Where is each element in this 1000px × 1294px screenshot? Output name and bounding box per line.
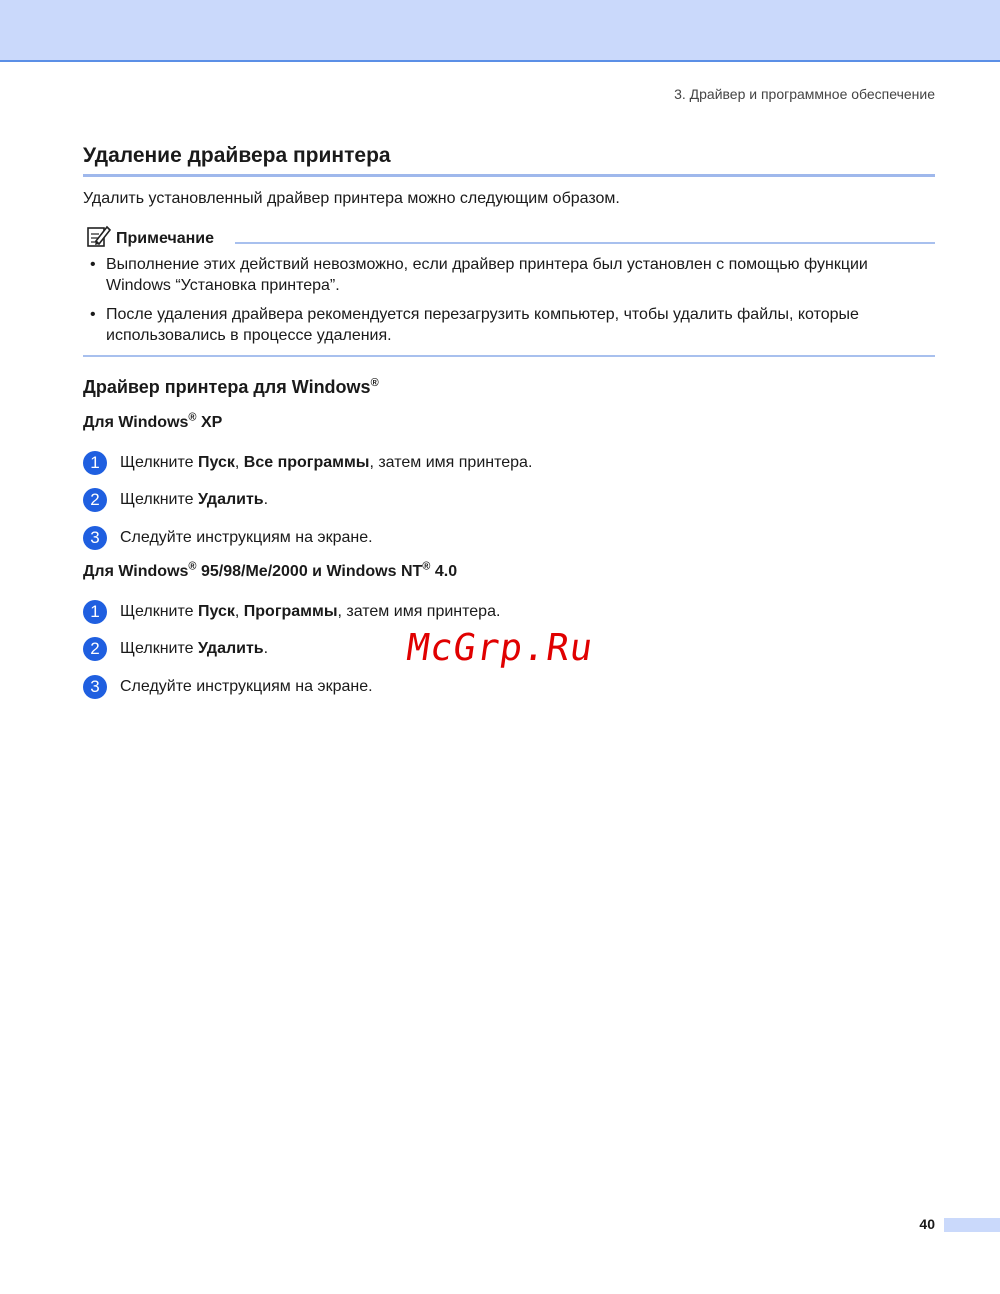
page-number: 40 — [919, 1216, 935, 1232]
step-number-badge: 3 — [83, 675, 107, 699]
note-item: • Выполнение этих действий невозможно, если драйвер принтера был установлен с помощью функции Windows “Установка принтера”. — [90, 254, 920, 296]
step-number-badge: 2 — [83, 637, 107, 661]
title-rule — [83, 174, 935, 177]
note-list — [90, 254, 920, 354]
windows-driver-heading: Драйвер принтера для Windows® — [83, 377, 379, 397]
step-number-badge: 1 — [83, 600, 107, 624]
note-item: • После удаления драйвера рекомендуется перезагрузить компьютер, чтобы удалить файлы, которые использовались в процессе удаления. — [90, 304, 920, 346]
note-rule — [235, 242, 935, 244]
step-number-badge: 1 — [83, 451, 107, 475]
page-tab — [944, 1218, 1000, 1232]
step-number-badge: 2 — [83, 488, 107, 512]
step-text: Щелкните Пуск, Все программы, затем имя принтера. — [120, 454, 533, 471]
step-text: Следуйте инструкциям на экране. — [120, 678, 373, 695]
step-number-badge: 3 — [83, 526, 107, 550]
xp-heading: Для Windows® XP — [83, 411, 223, 431]
note-label: Примечание — [116, 230, 215, 247]
note-header — [83, 224, 935, 250]
note-end-rule — [83, 355, 935, 357]
running-head: 3. Драйвер и программное обеспечение — [674, 86, 935, 102]
section-title: Удаление драйвера принтера — [83, 144, 391, 167]
intro-text: Удалить установленный драйвер принтера можно следующим образом. — [83, 190, 620, 207]
step-text: Следуйте инструкциям на экране. — [120, 529, 373, 546]
step-text: Щелкните Пуск, Программы, затем имя принтера. — [120, 603, 501, 620]
step-text: Щелкните Удалить. — [120, 640, 269, 657]
step-text: Щелкните Удалить. — [120, 491, 269, 508]
top-header-band — [0, 0, 1000, 62]
legacy-windows-heading: Для Windows® 95/98/Me/2000 и Windows NT® 4.0 — [83, 560, 458, 580]
watermark: McGrp.Ru — [403, 626, 597, 669]
note-pencil-icon — [86, 224, 112, 253]
